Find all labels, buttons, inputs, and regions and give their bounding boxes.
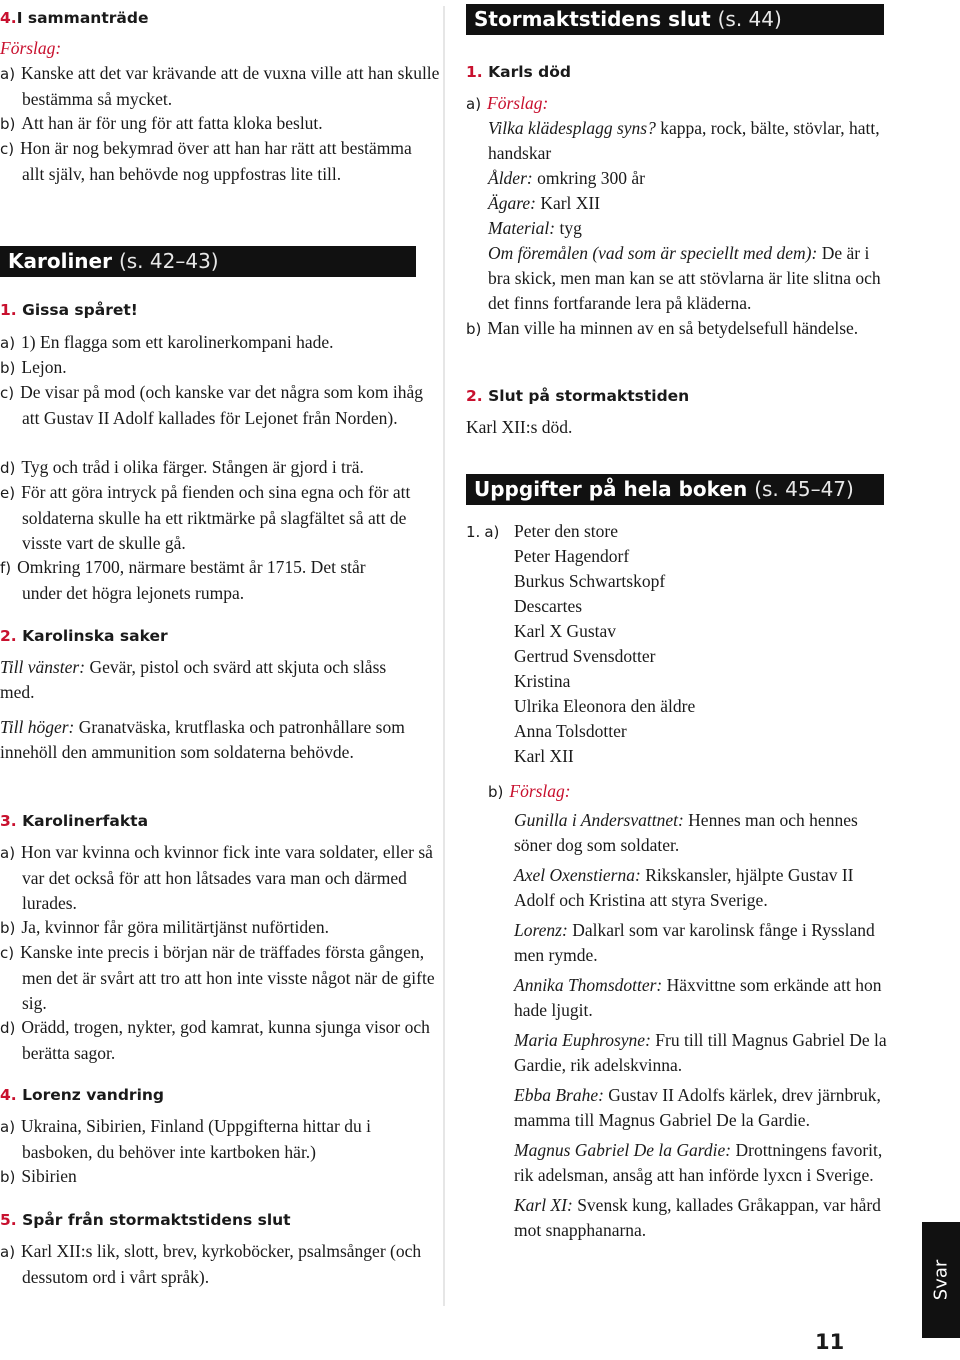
- name-list-item: Peter den store: [514, 521, 618, 541]
- person-description: Svensk kung, kallades Gråkappan, var hård mot snapphanarna.: [514, 1195, 881, 1240]
- answers-side-tab: Svar: [922, 1222, 960, 1338]
- name-list-item: Gertrud Svensdotter: [514, 646, 656, 666]
- person-entry: [514, 1193, 894, 1243]
- person-entry: [514, 973, 894, 1023]
- person-name: Axel Oxenstierna:: [514, 865, 641, 885]
- answer-item: b) Att han är för ung för att fatta kloka beslut.: [0, 113, 323, 133]
- name-list-item: Anna Tolsdotter: [514, 721, 627, 741]
- question-heading: 2. Slut på stormaktstiden: [466, 387, 690, 405]
- person-name: Maria Euphrosyne:: [514, 1030, 651, 1050]
- name-list-item: Descartes: [514, 596, 583, 616]
- answer-item: d) Tyg och tråd i olika färger. Stången är gjord i trä.: [0, 457, 364, 477]
- person-entry: [514, 1083, 894, 1133]
- person-name: Lorenz:: [514, 920, 568, 940]
- page-number: 11: [815, 1330, 845, 1354]
- answer-item: c) Kanske inte precis i början när de träffades första gången, men det är svårt att tro att hon inte visste något när de gifte sig.: [0, 942, 435, 1013]
- answer-paragraph: Till vänster: Gevär, pistol och svärd att skjuta och slåss med.: [0, 657, 387, 702]
- answer-item: a) Ukraina, Sibirien, Finland (Uppgifterna hittar du i basboken, du behöver inte kartboken här.): [0, 1116, 371, 1162]
- answer-item: b) Man ville ha minnen av en så betydelsefull händelse.: [466, 318, 859, 338]
- section-banner: Stormaktstidens slut (s. 44): [466, 4, 884, 35]
- answer-label: b) Förslag:: [488, 781, 571, 801]
- answer-item: b) Lejon.: [0, 357, 67, 377]
- name-list-item: Burkus Schwartskopf: [514, 571, 666, 591]
- person-entry: [514, 1028, 894, 1078]
- name-list: [514, 519, 884, 769]
- question-heading: 3. Karolinerfakta: [0, 812, 149, 830]
- person-name: Ebba Brahe:: [514, 1085, 604, 1105]
- column-divider: [443, 6, 445, 1306]
- section-banner: Karoliner (s. 42–43): [0, 246, 416, 277]
- name-list-item: Karl X Gustav: [514, 621, 617, 641]
- answer-line: Material: tyg: [488, 218, 582, 238]
- answer-paragraph: Om föremålen (vad som är speciellt med dem): De är i bra skick, men man kan se att stövlarna är lite slitna och det finns fortfarande lera på kläderna.: [488, 243, 881, 313]
- answer-item: a) Kanske att det var krävande att de vuxna ville att han skulle bestämma så mycket.: [0, 63, 440, 109]
- person-entry: [514, 1138, 894, 1188]
- person-description: Fru till till Magnus Gabriel De la Gardie, rik adelskvinna.: [514, 1030, 887, 1075]
- person-description: Gustav II Adolfs kärlek, drev järnbruk, mamma till Magnus Gabriel De la Gardie.: [514, 1085, 881, 1130]
- answer-item: b) Sibirien: [0, 1166, 77, 1186]
- person-entry: [514, 918, 894, 968]
- person-entry: [514, 863, 894, 913]
- answer-item: f) Omkring 1700, närmare bestämt år 1715. Det står under det högra lejonets rumpa.: [0, 557, 366, 603]
- person-description: Hennes man och hennes söner dog som soldater.: [514, 810, 858, 855]
- answer-line: Karl XII:s död.: [466, 417, 573, 437]
- answer-line: Ägare: Karl XII: [488, 193, 601, 213]
- person-description: Häxvittne som erkände att hon hade ljugit.: [514, 975, 882, 1020]
- person-entry: [514, 808, 894, 858]
- name-list-item: Karl XII: [514, 746, 574, 766]
- person-name: Karl XI:: [514, 1195, 573, 1215]
- person-entries: [514, 808, 894, 1248]
- answer-item: a) Karl XII:s lik, slott, brev, kyrkoböcker, psalmsånger (och dessutom ord i vårt språk).: [0, 1241, 422, 1287]
- answer-item: c) Hon är nog bekymrad över att han har rätt att bestämma allt själv, han behövde nog uppfostras lite till.: [0, 138, 412, 184]
- section-banner: Uppgifter på hela boken (s. 45–47): [466, 474, 884, 505]
- person-description: Dalkarl som var karolinsk fånge i Ryssland men rymde.: [514, 920, 875, 965]
- answer-paragraph: Vilka klädesplagg syns? kappa, rock, bälte, stövlar, hatt, handskar: [488, 118, 880, 163]
- answer-item: a) Hon var kvinna och kvinnor fick inte vara soldater, eller så var det också för att hon låtsades vara man och därmed lurades.: [0, 842, 433, 913]
- answer-line: Ålder: omkring 300 år: [488, 168, 645, 188]
- answer-item: a) 1) En flagga som ett karolinerkompani hade.: [0, 332, 334, 352]
- name-list-item: Kristina: [514, 671, 571, 691]
- answer-item: c) De visar på mod (och kanske var det några som kom ihåg att Gustav II Adolf kallades för Lejonet från Norden).: [0, 382, 423, 428]
- section-heading: 4.I sammanträde: [0, 9, 149, 27]
- answer-paragraph: Till höger: Granatväska, krutflaska och patronhållare som innehöll den ammunition som soldaterna behövde.: [0, 717, 405, 762]
- question-number: 1. a): [466, 523, 500, 541]
- question-heading: 4. Lorenz vandring: [0, 1086, 165, 1104]
- proposal-label: Förslag:: [0, 38, 62, 58]
- person-name: Annika Thomsdotter:: [514, 975, 663, 995]
- person-name: Gunilla i Andersvattnet:: [514, 810, 684, 830]
- person-description: Drottningens favorit, rik adelsman, ansåg att han införde lyxcn i Sverige.: [514, 1140, 883, 1185]
- question-heading: 1. Gissa spåret!: [0, 301, 138, 319]
- question-heading: 1. Karls död: [466, 63, 571, 81]
- name-list-item: Peter Hagendorf: [514, 546, 630, 566]
- person-name: Magnus Gabriel De la Gardie:: [514, 1140, 732, 1160]
- answer-item: e) För att göra intryck på fienden och sina egna och för att soldaterna skulle ha ett riktmärke på slagfältet så att de visste vart de skulle gå.: [0, 482, 411, 553]
- question-heading: 2. Karolinska saker: [0, 627, 168, 645]
- answer-label: a) Förslag:: [466, 93, 549, 113]
- answer-item: d) Orädd, trogen, nykter, god kamrat, kunna sjunga visor och berätta sagor.: [0, 1017, 430, 1063]
- name-list-item: Ulrika Eleonora den äldre: [514, 696, 696, 716]
- question-heading: 5. Spår från stormaktstidens slut: [0, 1211, 291, 1229]
- person-description: Rikskansler, hjälpte Gustav II Adolf och Kristina att styra Sverige.: [514, 865, 854, 910]
- answer-item: b) Ja, kvinnor får göra militärtjänst nuförtiden.: [0, 917, 330, 937]
